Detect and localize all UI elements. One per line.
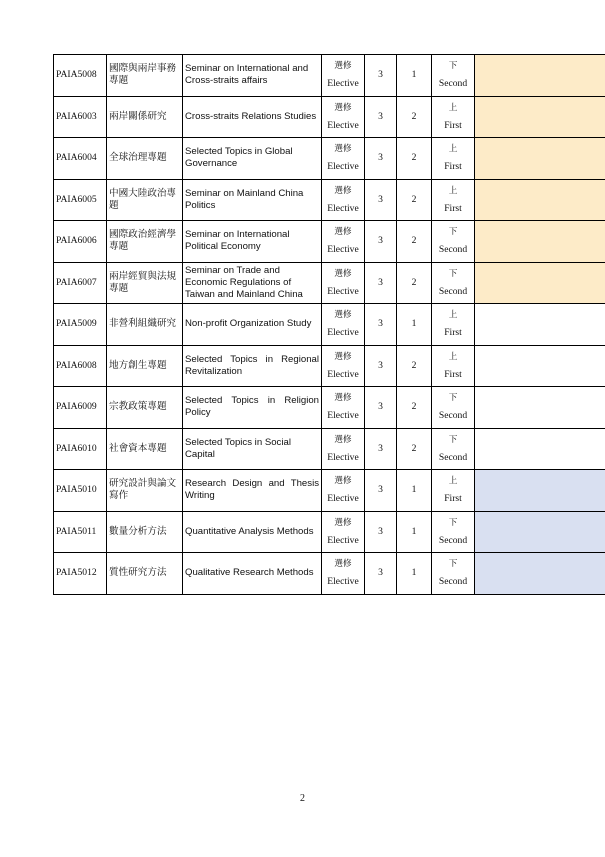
course-code: PAIA6005 [54,179,107,221]
course-type-cell [322,221,365,263]
course-name-en: Selected Topics in Social Capital [183,428,322,470]
course-hours: 2 [397,387,432,429]
course-type-cell [322,553,365,595]
course-semester-cell [432,55,475,97]
course-type-zh: 選修 [334,144,352,155]
table-row [54,345,605,387]
course-code: PAIA6008 [54,345,107,387]
course-semester-en: Second [438,285,468,297]
course-hours: 2 [397,179,432,221]
course-code: PAIA5011 [54,511,107,553]
course-semester-cell [432,553,475,595]
course-semester-cell [432,387,475,429]
course-name-en: Selected Topics in Regional Revitalization [183,345,322,387]
course-type-zh: 選修 [334,268,352,279]
table-row [54,221,605,263]
course-semester-en: Second [438,244,468,256]
course-code: PAIA6007 [54,262,107,304]
course-type-en: Elective [327,78,359,90]
course-semester-en: First [444,202,462,214]
course-credits: 3 [365,179,397,221]
course-semester-en: Second [438,410,468,422]
course-name-zh: 研究設計與論文寫作 [107,470,183,512]
course-semester-en: Second [438,78,468,90]
course-code: PAIA6010 [54,428,107,470]
course-name-en: Selected Topics in Religion Policy [183,387,322,429]
course-name-zh: 國際與兩岸事務專題 [107,55,183,97]
course-type-cell [322,179,365,221]
course-code: PAIA5008 [54,55,107,97]
course-credits: 3 [365,96,397,138]
course-semester-zh: 上 [448,351,458,362]
course-credits: 3 [365,138,397,180]
category-marker-cell [475,138,605,180]
course-name-en: Selected Topics in Global Governance [183,138,322,180]
course-type-cell [322,96,365,138]
course-code: PAIA5012 [54,553,107,595]
course-name-en: Research Design and Thesis Writing [183,470,322,512]
course-name-zh: 中國大陸政治專題 [107,179,183,221]
course-semester-zh: 下 [448,61,458,72]
course-semester-en: First [444,161,462,173]
course-code: PAIA6004 [54,138,107,180]
category-marker-cell [475,221,605,263]
category-marker-cell [475,96,605,138]
course-semester-cell [432,470,475,512]
course-type-zh: 選修 [334,227,352,238]
table-row [54,96,605,138]
course-type-en: Elective [327,410,359,422]
course-credits: 3 [365,345,397,387]
course-name-zh: 非營利組織研究 [107,304,183,346]
category-marker-cell [475,262,605,304]
table-row [54,428,605,470]
course-type-cell [322,387,365,429]
course-semester-cell [432,345,475,387]
course-type-cell [322,470,365,512]
table-row [54,553,605,595]
course-hours: 2 [397,138,432,180]
course-semester-cell [432,304,475,346]
course-name-zh: 社會資本專題 [107,428,183,470]
course-type-cell [322,511,365,553]
course-semester-cell [432,96,475,138]
course-name-en: Quantitative Analysis Methods [183,511,322,553]
course-type-cell [322,55,365,97]
course-name-zh: 兩岸關係研究 [107,96,183,138]
course-semester-en: Second [438,451,468,463]
course-code: PAIA5010 [54,470,107,512]
course-type-cell [322,138,365,180]
course-type-zh: 選修 [334,310,352,321]
course-semester-cell [432,221,475,263]
category-marker-cell [475,55,605,97]
course-semester-en: Second [438,534,468,546]
course-credits: 3 [365,387,397,429]
course-name-en: Non-profit Organization Study [183,304,322,346]
course-type-en: Elective [327,285,359,297]
course-name-en: Seminar on International and Cross-straits affairs [183,55,322,97]
course-semester-zh: 上 [448,144,458,155]
course-code: PAIA6009 [54,387,107,429]
course-code: PAIA6003 [54,96,107,138]
course-type-en: Elective [327,368,359,380]
course-table-body [54,55,605,595]
course-semester-zh: 下 [448,434,458,445]
course-type-en: Elective [327,119,359,131]
course-code: PAIA5009 [54,304,107,346]
course-code: PAIA6006 [54,221,107,263]
course-semester-zh: 下 [448,559,458,570]
course-type-zh: 選修 [334,185,352,196]
course-semester-en: First [444,368,462,380]
table-row [54,304,605,346]
course-type-zh: 選修 [334,559,352,570]
course-type-zh: 選修 [334,476,352,487]
course-name-en: Seminar on International Political Economy [183,221,322,263]
course-credits: 3 [365,428,397,470]
course-type-en: Elective [327,327,359,339]
course-type-cell [322,304,365,346]
course-type-zh: 選修 [334,61,352,72]
course-semester-cell [432,179,475,221]
category-marker-cell [475,553,605,595]
course-hours: 2 [397,262,432,304]
course-name-en: Seminar on Trade and Economic Regulations of Taiwan and Mainland China [183,262,322,304]
course-type-cell [322,345,365,387]
course-type-en: Elective [327,451,359,463]
course-semester-en: First [444,119,462,131]
course-credits: 3 [365,262,397,304]
category-marker-cell [475,428,605,470]
course-hours: 2 [397,345,432,387]
course-semester-zh: 上 [448,310,458,321]
course-semester-cell [432,428,475,470]
course-name-en: Qualitative Research Methods [183,553,322,595]
course-semester-cell [432,138,475,180]
course-name-zh: 全球治理專題 [107,138,183,180]
category-marker-cell [475,511,605,553]
course-hours: 1 [397,470,432,512]
course-hours: 1 [397,304,432,346]
course-credits: 3 [365,511,397,553]
course-type-cell [322,428,365,470]
course-hours: 1 [397,511,432,553]
course-type-en: Elective [327,493,359,505]
course-hours: 1 [397,553,432,595]
course-semester-zh: 上 [448,476,458,487]
course-credits: 3 [365,304,397,346]
course-semester-en: Second [438,576,468,588]
category-marker-cell [475,345,605,387]
course-credits: 3 [365,221,397,263]
category-marker-cell [475,470,605,512]
course-semester-zh: 下 [448,517,458,528]
course-type-cell [322,262,365,304]
course-semester-zh: 下 [448,268,458,279]
table-row [54,138,605,180]
course-hours: 1 [397,55,432,97]
table-row [54,262,605,304]
course-name-zh: 地方創生專題 [107,345,183,387]
course-type-zh: 選修 [334,434,352,445]
course-name-zh: 質性研究方法 [107,553,183,595]
course-hours: 2 [397,221,432,263]
category-marker-cell [475,179,605,221]
course-name-zh: 數量分析方法 [107,511,183,553]
course-table [53,54,605,595]
course-credits: 3 [365,553,397,595]
course-type-en: Elective [327,202,359,214]
table-row [54,387,605,429]
table-row [54,511,605,553]
course-name-zh: 宗教政策專題 [107,387,183,429]
course-type-zh: 選修 [334,393,352,404]
course-hours: 2 [397,428,432,470]
category-marker-cell [475,304,605,346]
course-credits: 3 [365,470,397,512]
page-number: 2 [300,793,305,804]
course-semester-zh: 下 [448,393,458,404]
course-type-en: Elective [327,534,359,546]
course-type-en: Elective [327,244,359,256]
course-name-en: Seminar on Mainland China Politics [183,179,322,221]
table-row [54,470,605,512]
course-type-zh: 選修 [334,517,352,528]
course-type-zh: 選修 [334,351,352,362]
course-type-zh: 選修 [334,102,352,113]
course-semester-en: First [444,327,462,339]
course-name-zh: 國際政治經濟學專題 [107,221,183,263]
course-semester-zh: 上 [448,102,458,113]
course-semester-cell [432,511,475,553]
course-hours: 2 [397,96,432,138]
course-name-zh: 兩岸經貿與法規專題 [107,262,183,304]
course-type-en: Elective [327,161,359,173]
category-marker-cell [475,387,605,429]
course-semester-zh: 下 [448,227,458,238]
table-row [54,179,605,221]
course-credits: 3 [365,55,397,97]
course-semester-zh: 上 [448,185,458,196]
course-semester-en: First [444,493,462,505]
course-type-en: Elective [327,576,359,588]
table-row [54,55,605,97]
course-name-en: Cross-straits Relations Studies [183,96,322,138]
course-semester-cell [432,262,475,304]
